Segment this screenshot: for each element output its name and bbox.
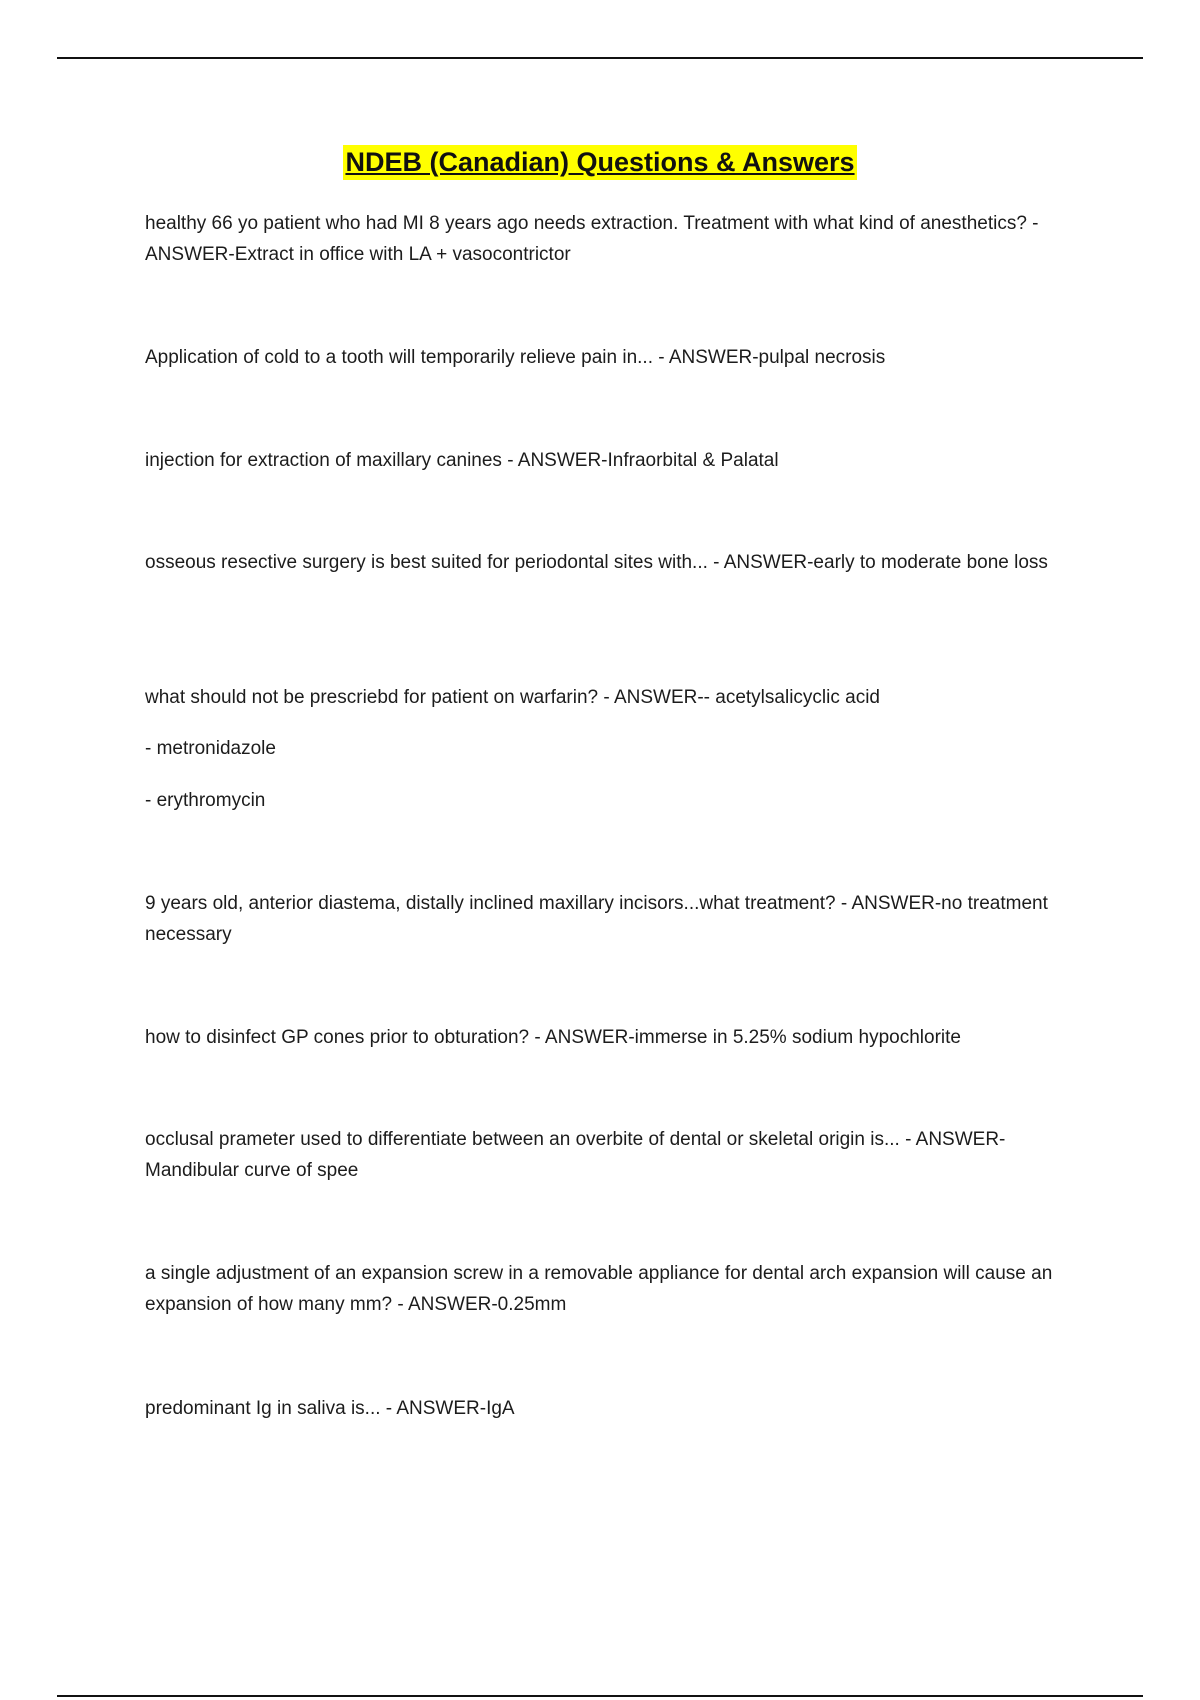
- qa-entry: osseous resective surgery is best suited for periodontal sites with... - ANSWER-early to moderate bone loss: [145, 552, 1048, 573]
- qa-entry: healthy 66 yo patient who had MI 8 years ago needs extraction. Treatment with what kind of anesthetics? - ANSWER-Extract in office with LA + vasocontrictor: [145, 213, 1039, 265]
- qa-entry: predominant Ig in saliva is... - ANSWER-IgA: [145, 1398, 515, 1419]
- qa-entry: occlusal prameter used to differentiate between an overbite of dental or skeletal origin is... - ANSWER-Mandibular curve of spee: [145, 1129, 1006, 1181]
- qa-entry: Application of cold to a tooth will temporarily relieve pain in... - ANSWER-pulpal necrosis: [145, 347, 886, 368]
- qa-entry: injection for extraction of maxillary canines - ANSWER-Infraorbital & Palatal: [145, 450, 779, 471]
- title-container: [0, 145, 1200, 180]
- qa-entry: how to disinfect GP cones prior to obturation? - ANSWER-immerse in 5.25% sodium hypochlorite: [145, 1027, 961, 1048]
- qa-entry: - erythromycin: [145, 790, 266, 811]
- footer-rule: [57, 1695, 1143, 1697]
- header-rule: [57, 57, 1143, 59]
- document-title: NDEB (Canadian) Questions & Answers: [343, 145, 856, 180]
- qa-entry: 9 years old, anterior diastema, distally inclined maxillary incisors...what treatment? - ANSWER-no treatment necessary: [145, 893, 1048, 945]
- qa-entry: a single adjustment of an expansion screw in a removable appliance for dental arch expansion will cause an expansion of how many mm? - ANSWER-0.25mm: [145, 1263, 1053, 1315]
- qa-entry: - metronidazole: [145, 738, 276, 759]
- qa-entry: what should not be prescriebd for patient on warfarin? - ANSWER-- acetylsalicyclic acid: [145, 687, 880, 708]
